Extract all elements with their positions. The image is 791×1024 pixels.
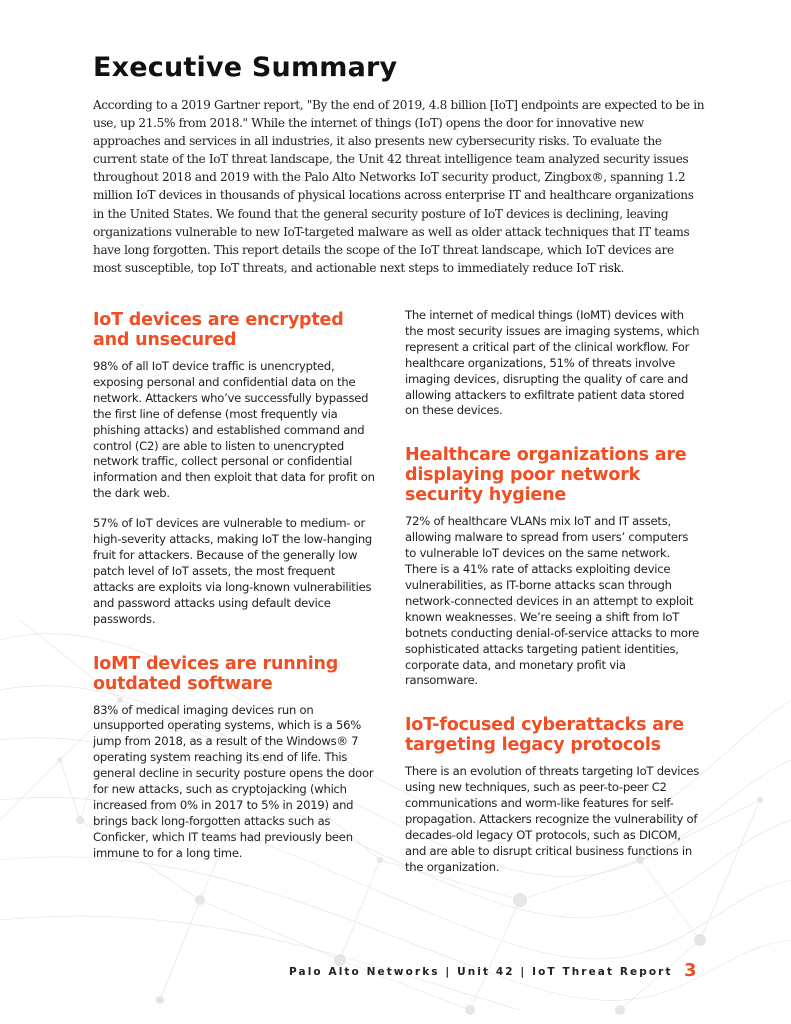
page-number: 3 bbox=[684, 960, 697, 981]
section-paragraph: 72% of healthcare VLANs mix IoT and IT assets, allowing malware to spread from users’ computers to vulnerable IoT devices on the same network. There is a 41% rate of attacks exploiting device vulnerabilities, as IT-borne attacks scan through network-connected devices in an attempt to exploit known weaknesses. We’re seeing a shift from IoT botnets conducting denial-of-service attacks to more sophisticated attacks targeting patient identities, corporate data, and monetary profit via ransomware. bbox=[405, 514, 700, 688]
section-paragraph: 83% of medical imaging devices run on unsupported operating systems, which is a 56% jump from 2018, as a result of the Windows® 7 operating system reaching its end of life. This general decline in security posture opens the door for new attacks, such as cryptojacking (which increased from 0% in 2017 to 5% in 2019) and brings back long-forgotten attacks such as Conficker, which IT teams had previously been immune to for a long time. bbox=[93, 702, 374, 860]
section-heading-healthcare: Healthcare organizations are displaying poor network security hygiene bbox=[405, 445, 687, 506]
section-paragraph: 98% of all IoT device traffic is unencrypted, exposing personal and confidential data on the network. Attackers who’ve successfully bypassed the first line of defense (most frequently via phishing attacks) and established command and control (C2) are able to listen to unencrypted network traffic, collect personal or confidential information and then exploit that data for profit on the dark web. bbox=[93, 359, 375, 501]
section-paragraph: 57% of IoT devices are vulnerable to medium- or high-severity attacks, making IoT the low-hanging fruit for attackers. Because of the generally low patch level of IoT assets, the most frequent attacks are exploits via long-known vulnerabilities and password attacks using default device passwords. bbox=[93, 516, 373, 626]
right-column bbox=[405, 308, 701, 890]
intro-paragraph: According to a 2019 Gartner report, "By the end of 2019, 4.8 billion [IoT] endpoints are expected to be in use, up 21.5% from 2018." While the internet of things (IoT) opens the door for innovative new approaches and services in all industries, it also presents new cybersecurity risks. To evaluate the current state of the IoT threat landscape, the Unit 42 threat intelligence team analyzed security issues throughout 2018 and 2019 with the Palo Alto Networks IoT security product, Zingbox®, spanning 1.2 million IoT devices in thousands of physical locations across enterprise IT and healthcare organizations in the United States. We found that the general security posture of IoT devices is declining, leaving organizations vulnerable to new IoT-targeted malware as well as older attack techniques that IT teams have long forgotten. This report details the scope of the IoT threat landscape, which IoT devices are most susceptible, top IoT threats, and actionable next steps to immediately reduce IoT risk. bbox=[93, 98, 705, 275]
section-heading-encrypted: IoT devices are encrypted and unsecured bbox=[93, 310, 344, 350]
page-title: Executive Summary bbox=[93, 52, 398, 83]
left-column bbox=[93, 310, 375, 876]
footer-text: Palo Alto Networks | Unit 42 | IoT Threat Report bbox=[289, 966, 673, 978]
section-paragraph: The internet of medical things (IoMT) devices with the most security issues are imaging systems, which represent a critical part of the clinical workflow. For healthcare organizations, 51% of threats involve imaging devices, disrupting the quality of care and allowing attackers to exfiltrate patient data stored on these devices. bbox=[405, 308, 700, 418]
section-heading-cyberattacks: IoT-focused cyberattacks are targeting legacy protocols bbox=[405, 715, 684, 756]
section-heading-iomt: IoMT devices are running outdated software bbox=[93, 653, 339, 694]
section-paragraph: There is an evolution of threats targeting IoT devices using new techniques, such as peer-to-peer C2 communications and worm-like features for self-propagation. Attackers recognize the vulnerability of decades-old legacy OT protocols, such as DICOM, and are able to disrupt critical business functions in the organization. bbox=[405, 764, 700, 874]
